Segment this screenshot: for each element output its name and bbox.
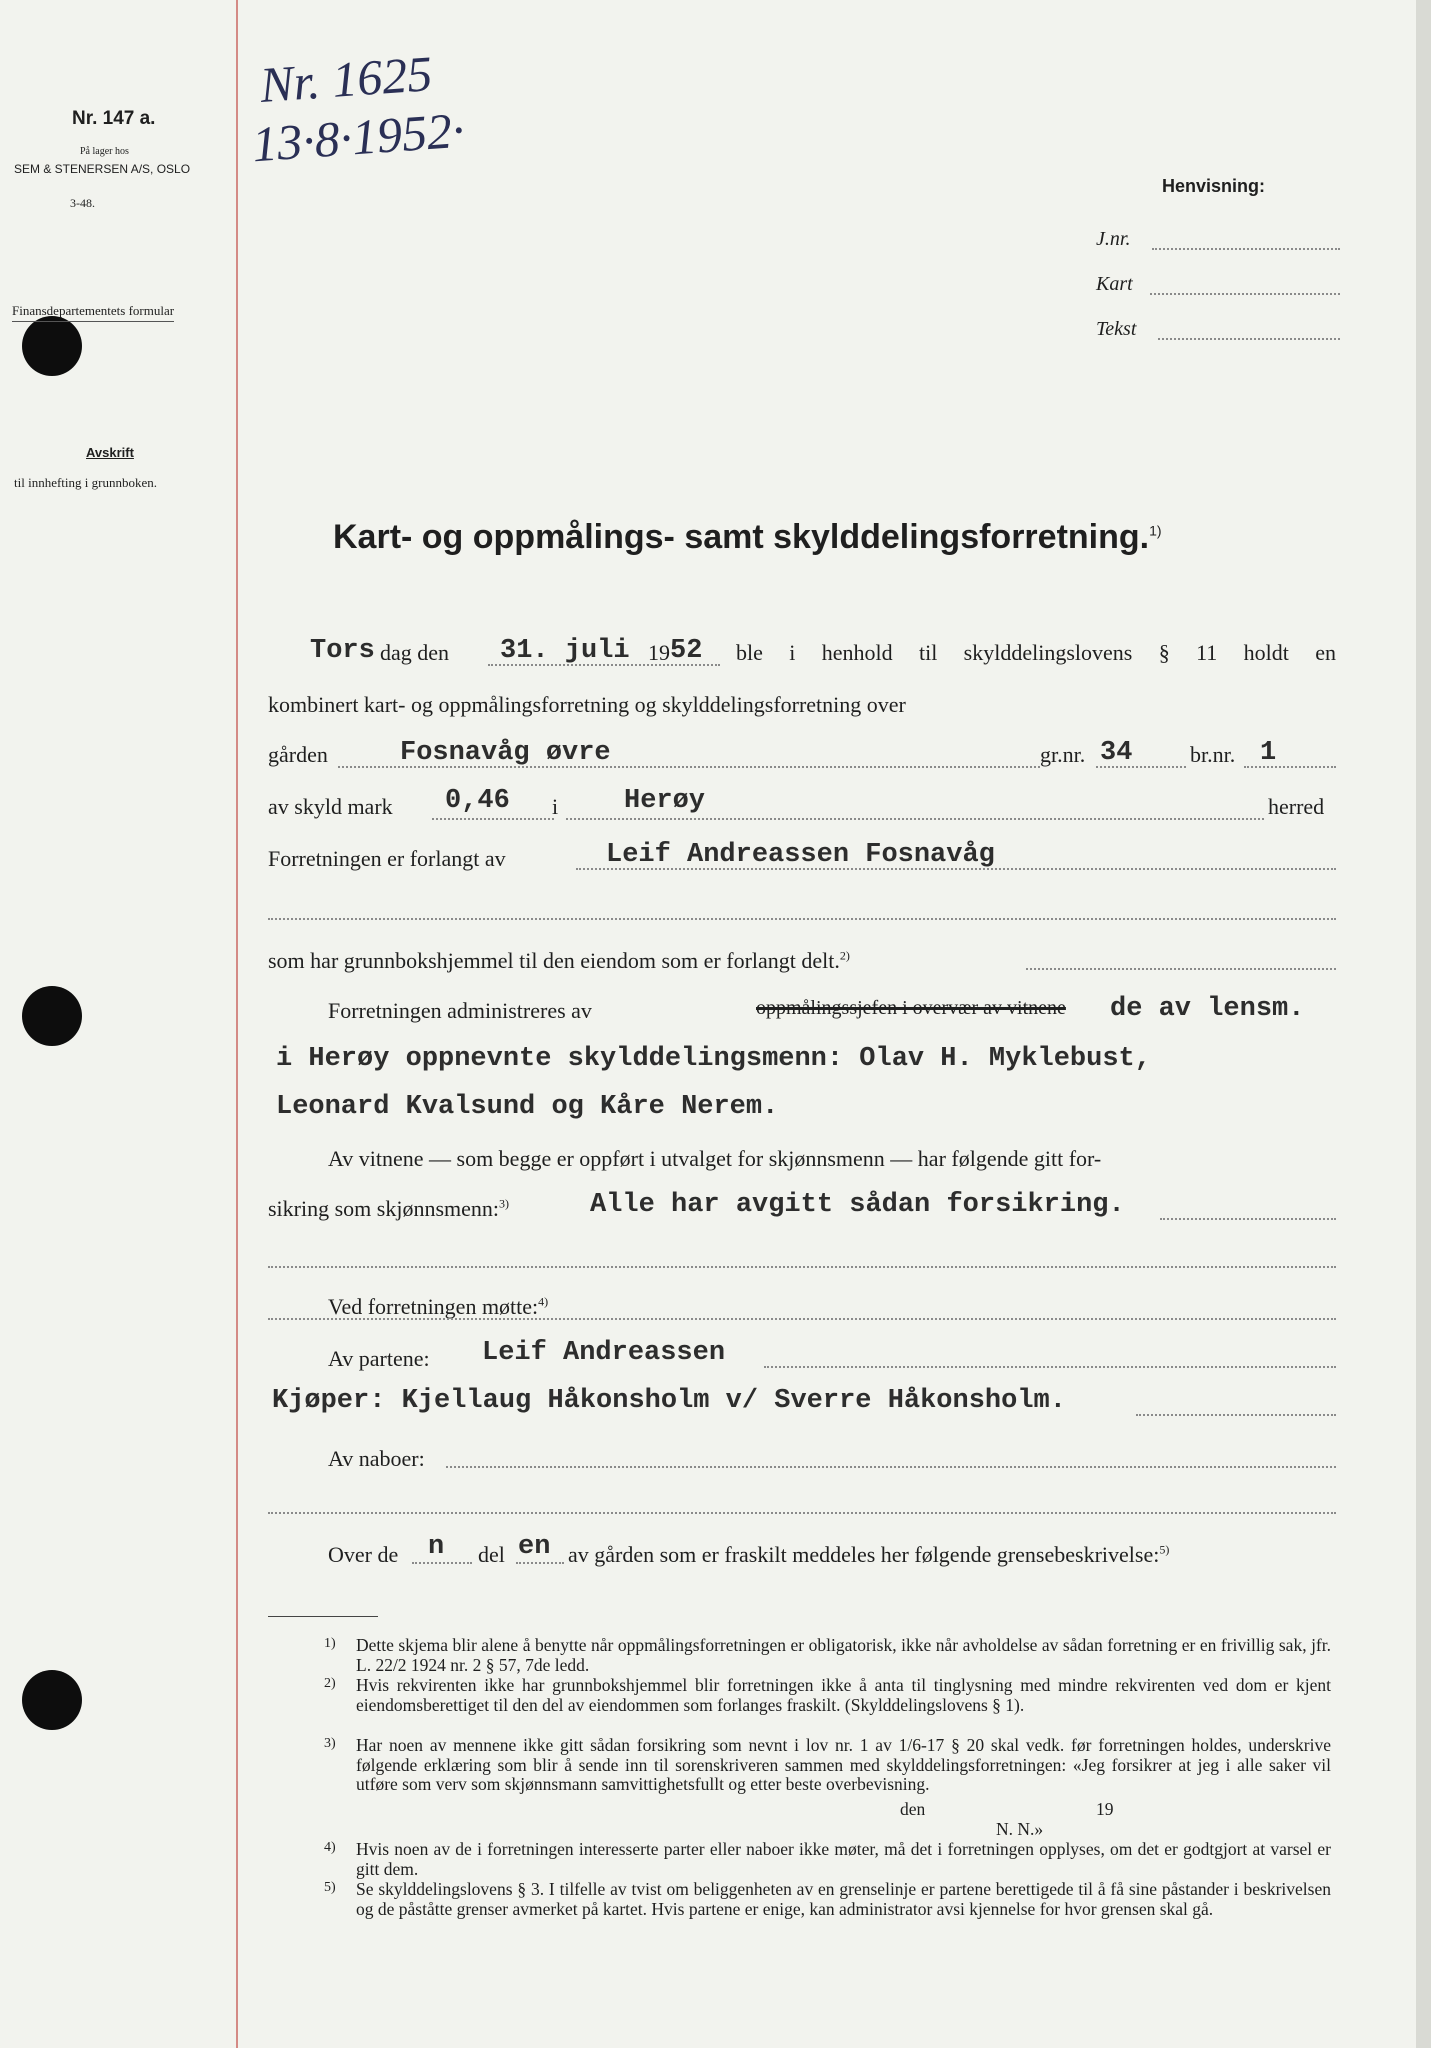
over-typed: n (428, 1532, 445, 1562)
bnr-value: 1 (1260, 738, 1277, 768)
footnote-3: Har noen av mennene ikke gitt sådan forsikring som nevnt i lov nr. 1 av 1/6-17 § 20 skal vedk. før forretningen holdes, underskrive følgende erklæring som blir å sende inn til sorenskriveren sammen med skylddelingsforretningen: «Jeg forsikrer at jeg i alle saker vil utføre som verv som skjønnsmann samvittighetsfullt og etter beste overbevisning. (356, 1735, 1331, 1794)
gnr-value: 34 (1100, 738, 1133, 768)
reference-tekst-line (1158, 338, 1340, 340)
footnote-mark: 2) (324, 1676, 336, 1691)
footnote-rule (268, 1616, 378, 1617)
bnr-label: br.nr. (1190, 742, 1236, 767)
witness-typed: Alle har avgitt sådan forsikring. (590, 1190, 1125, 1220)
footnote-4: Hvis noen av de i forretningen interesserte parter eller naboer ikke møter, må det i forretningen opplyses, om det er godtgjort at varsel er gitt dem. (356, 1839, 1331, 1879)
footnote-2: Hvis rekvirenten ikke har grunnbokshjemmel blir forretningen ikke å anta til tinglysning med mindre rekvirenten ved dom er kjent eiendomsberettiget til den del av eiendommen som forlanges fraskilt. (Skylddelingslovens § 1). (356, 1675, 1331, 1715)
year-prefix: 19 (648, 640, 670, 665)
title-note: 1) (1149, 522, 1162, 539)
neighbours-label: Av naboer: (328, 1446, 425, 1471)
hjemmel-text: som har grunnbokshjemmel til den eiendom som er forlangt delt. (268, 948, 840, 973)
parties-typed1: Leif Andreassen (482, 1338, 726, 1368)
requested-line-2 (268, 918, 1336, 920)
parties-line (764, 1366, 1336, 1368)
admin-typed2: i Herøy oppnevnte skylddelingsmenn: Olav H. Myklebust, (276, 1044, 1151, 1074)
skyld-line (432, 818, 554, 820)
admin-typed1: de av lensm. (1110, 994, 1305, 1024)
reference-jnr: J.nr. (1096, 228, 1131, 250)
parties-typed2: Kjøper: Kjellaug Håkonsholm v/ Sverre Håkonsholm. (272, 1386, 1066, 1416)
witness-dots (1160, 1218, 1336, 1220)
footnote-mark: 5) (324, 1880, 336, 1895)
year-typed: 52 (670, 636, 703, 666)
footnote-3-den: den (900, 1799, 926, 1819)
form-number: Nr. 147 a. (72, 108, 156, 129)
footnote-mark: 1) (324, 1636, 336, 1651)
copy-label: Avskrift (86, 445, 134, 460)
herred-label: herred (1268, 794, 1325, 819)
day-suffix: dag den (380, 640, 450, 665)
requested-label: Forretningen er forlangt av (268, 846, 506, 871)
hjemmel-note: 2) (839, 948, 850, 963)
farm-name: Fosnavåg øvre (400, 738, 611, 768)
i-label: i (552, 794, 559, 819)
document-title (333, 518, 1162, 557)
del-typed: en (518, 1532, 551, 1562)
reference-tekst: Tekst (1096, 318, 1137, 340)
herred-name: Herøy (624, 786, 706, 816)
footnote-1: Dette skjema blir alene å benytte når oppmålingsforretningen er obligatorisk, ikke når avholdelse av sådan forretning er en frivillig sak, jfr. L. 22/2 1924 nr. 2 § 57, 7de ledd. (356, 1635, 1331, 1675)
met-text: Ved forretningen møtte: (328, 1294, 539, 1319)
witness-line2-text: sikring som skjønnsmenn: (268, 1196, 500, 1221)
gnr-label: gr.nr. (1040, 742, 1086, 767)
title-text: Kart- og oppmålings- samt skylddelingsforretning. (333, 518, 1150, 556)
met-label (328, 1294, 548, 1320)
copy-note: til innhefting i grunnboken. (14, 475, 157, 490)
reference-kart: Kart (1096, 273, 1133, 295)
date-typed: 31. juli (500, 636, 630, 666)
over-line (412, 1562, 472, 1564)
del-label: del (478, 1542, 505, 1567)
witness-note: 3) (499, 1196, 510, 1211)
witness-line2 (268, 1196, 509, 1222)
over-note: 5) (1159, 1542, 1170, 1557)
margin-rule (236, 0, 238, 2048)
handwritten-date: 13·8·1952· (250, 101, 467, 173)
parties-line-2 (1136, 1414, 1336, 1416)
footnote-5: Se skylddelingslovens § 3. I tilfelle av tvist om beliggenheten av en grenselinje er partene berettigede til å få sine påstander i beskrivelsen og de påståtte grenser avmerket på kartet. Hvis partene er enige, kan administrator avsi kjennelse for hvor grensen skal gå. (356, 1879, 1331, 1919)
admin-label: Forretningen administreres av (328, 998, 592, 1023)
footnote-mark: 4) (324, 1840, 336, 1855)
line1-rest: ble i henhold til skylddelingslovens § 11 holdt en (736, 640, 1336, 665)
witness-line1: Av vitnene — som begge er oppført i utvalget for skjønnsmenn — har følgende gitt for- (328, 1146, 1102, 1171)
punch-hole (22, 1670, 82, 1730)
witness-line-3 (268, 1266, 1336, 1268)
over-rest (568, 1542, 1169, 1568)
reference-jnr-line (1152, 248, 1340, 250)
parties-label: Av partene: (328, 1346, 430, 1371)
form-date: 3-48. (70, 196, 95, 210)
line2: kombinert kart- og oppmålingsforretning og skylddelingsforretning over (268, 692, 906, 717)
footnote-mark: 3) (324, 1736, 336, 1751)
day-typed: Tors (310, 636, 375, 666)
punch-hole (22, 986, 82, 1046)
reference-title: Henvisning: (1162, 176, 1266, 196)
footnote-3-year: 19 (1096, 1799, 1114, 1819)
over-rest-text: av gården som er fraskilt meddeles her følgende grensebeskrivelse: (568, 1542, 1160, 1567)
del-line (516, 1562, 564, 1564)
herred-line (566, 818, 1264, 820)
neighbours-line (446, 1466, 1336, 1468)
admin-struck: oppmålingssjefen i overvær av vitnene (756, 997, 1066, 1019)
publisher-line1: På lager hos (80, 146, 129, 157)
publisher-line2: SEM & STENERSEN A/S, OSLO (14, 162, 191, 176)
skyld-label: av skyld mark (268, 794, 393, 819)
handwritten-number: Nr. 1625 (258, 45, 435, 113)
admin-typed3: Leonard Kvalsund og Kåre Nerem. (276, 1092, 779, 1122)
bnr-line (1244, 766, 1336, 768)
met-note: 4) (538, 1294, 549, 1309)
requested-by: Leif Andreassen Fosnavåg (606, 840, 995, 870)
reference-kart-line (1150, 293, 1340, 295)
ministry-label: Finansdepartementets formular (12, 303, 174, 322)
met-line (268, 1318, 1336, 1320)
punch-hole (22, 316, 82, 376)
hjemmel-dots (1026, 968, 1336, 970)
neighbours-line-2 (268, 1512, 1336, 1514)
over-label: Over de (328, 1542, 399, 1567)
skyld-value: 0,46 (445, 786, 510, 816)
farm-label: gården (268, 742, 328, 767)
hjemmel-line (268, 948, 850, 974)
footnote-3-sign: N. N.» (996, 1819, 1044, 1839)
